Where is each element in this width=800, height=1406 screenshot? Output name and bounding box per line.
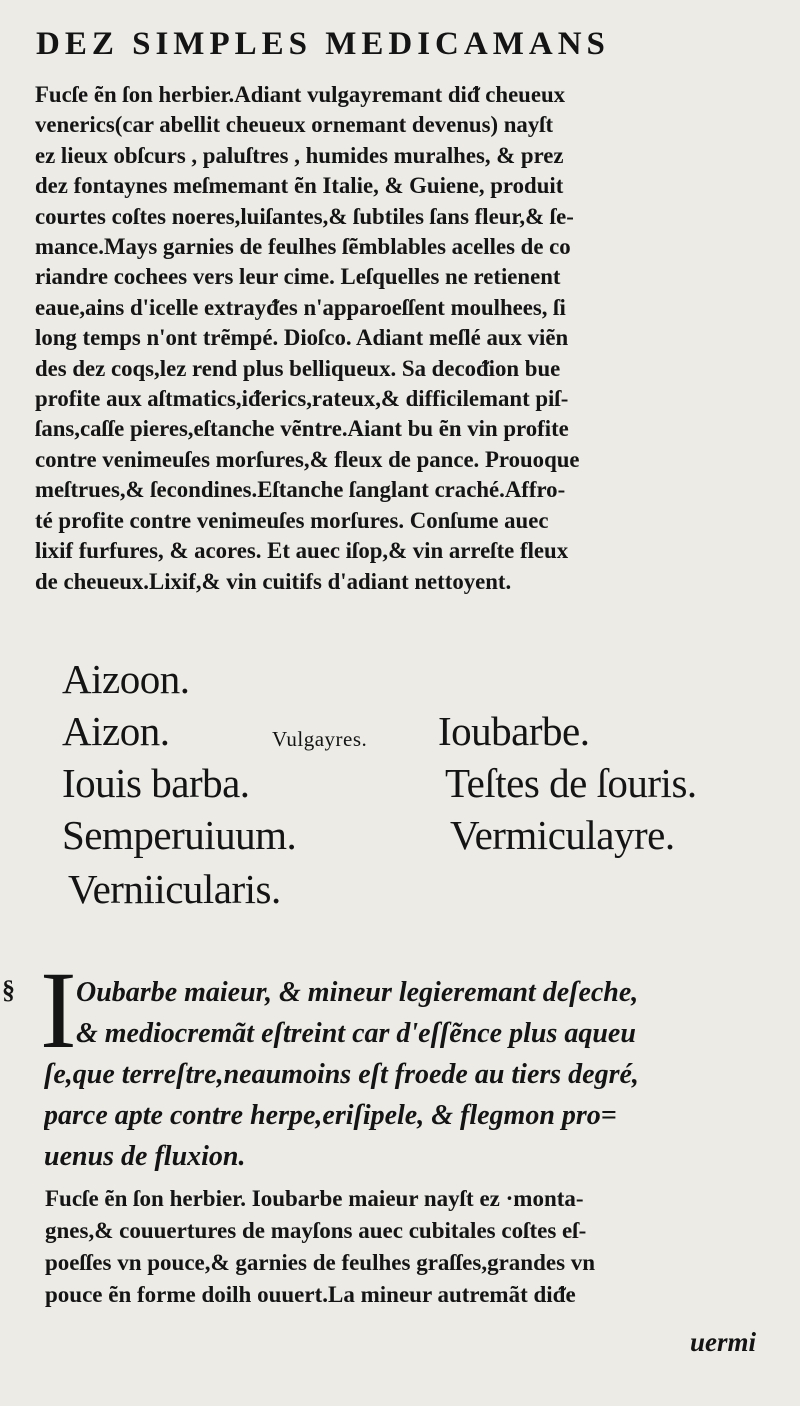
- text-line: ſans,caſſe pieres,eſtanche vẽntre.Aiant bu ẽn vin profite: [35, 416, 569, 442]
- running-header: DEZ SIMPLES MEDICAMANS: [36, 26, 610, 62]
- text-line: ez lieux obſcurs , paluſtres , humides muralhes, & prez: [35, 142, 564, 168]
- vulgayres-label: Vulgayres.: [272, 727, 368, 751]
- paragraph-adiant: [35, 80, 770, 597]
- text-line: poeſſes vn pouce,& garnies de feulhes graſſes,grandes vn: [45, 1250, 596, 1275]
- text-line: Fucſe ẽn ſon herbier. Ioubarbe maieur nayſt ez ·monta-: [45, 1186, 584, 1211]
- text-line: meſtrues,& ſecondines.Eſtanche ſanglant craché.Affro-: [35, 477, 566, 503]
- vulgar-name: Teſtes de ſouris.: [445, 760, 697, 806]
- latin-name: Semperuiuum.: [62, 812, 297, 858]
- vulgar-name: Vermiculayre.: [450, 812, 675, 858]
- text-line: profite aux aſtmatics,iᵭerics,rateux,& difficilemant piſ-: [35, 386, 569, 412]
- text-line: ſe,que terreſtre,neaumoins eſt froede au tiers degré,: [44, 1059, 639, 1090]
- text-line: mance.Mays garnies de feulhes ſẽmblables acelles de co: [35, 234, 571, 260]
- text-line: eaue,ains d'icelle extrayᵭes n'apparoeſſent moulhees, ſi: [35, 294, 566, 320]
- text-line: riandre cochees vers leur cime. Leſquelles ne retienent: [35, 264, 561, 290]
- latin-name: Aizon.: [62, 708, 170, 754]
- paragraph-fucse: [45, 1183, 763, 1311]
- text-line: lixif furfures, & acores. Et auec iſop,& vin arreſte fleux: [35, 538, 569, 564]
- catchword: uermi: [689, 1327, 756, 1357]
- latin-name: Aizoon.: [62, 656, 190, 702]
- text-line: courtes coſtes noeres,luiſantes,& ſubtiles ſans fleur,& ſe-: [35, 203, 574, 229]
- text-line: de cheueux.Lixif,& vin cuitifs d'adiant nettoyent.: [35, 568, 512, 594]
- text-line: uenus de fluxion.: [44, 1141, 246, 1172]
- synonyms-block: [60, 654, 780, 944]
- text-line: dez fontaynes meſmemant ẽn Italie, & Guiene, produit: [35, 173, 564, 199]
- text-line: & mediocremãt eſtreint car d'eſſẽnce plus aqueu: [76, 1018, 636, 1049]
- text-line: té profite contre venimeuſes morſures. Conſume auec: [35, 507, 549, 533]
- paragraph-ioubarbe-virtues: [44, 972, 762, 1177]
- vulgar-name: Ioubarbe.: [438, 708, 590, 754]
- text-line: long temps n'ont trẽmpé. Dioſco. Adiant meſlé aux viẽn: [35, 325, 569, 351]
- text-line: venerics(car abellit cheueux ornemant devenus) nayſt: [35, 112, 554, 138]
- text-line: contre venimeuſes morſures,& fleux de pance. Prouoque: [35, 446, 580, 472]
- text-line: gnes,& couuertures de mayſons auec cubitales coſtes eſ-: [45, 1218, 587, 1243]
- paragraph-mark: §: [2, 975, 15, 1004]
- latin-name: Iouis barba.: [62, 760, 250, 806]
- latin-name: Verniicularis.: [68, 866, 281, 912]
- text-line: Fucſe ẽn ſon herbier.Adiant vulgayremant diᵭ cheueux: [35, 82, 566, 107]
- text-line: des dez coqs,lez rend plus belliqueux. Sa decoᵭion bue: [35, 355, 561, 381]
- text-line: parce apte contre herpe,eriſipele, & flegmon pro=: [44, 1100, 617, 1131]
- drop-capital: I: [40, 949, 77, 1071]
- text-line: Oubarbe maieur, & mineur legieremant deſeche,: [76, 977, 639, 1008]
- text-line: pouce ẽn forme doilh ouuert.La mineur autremãt diᵭe: [45, 1282, 576, 1307]
